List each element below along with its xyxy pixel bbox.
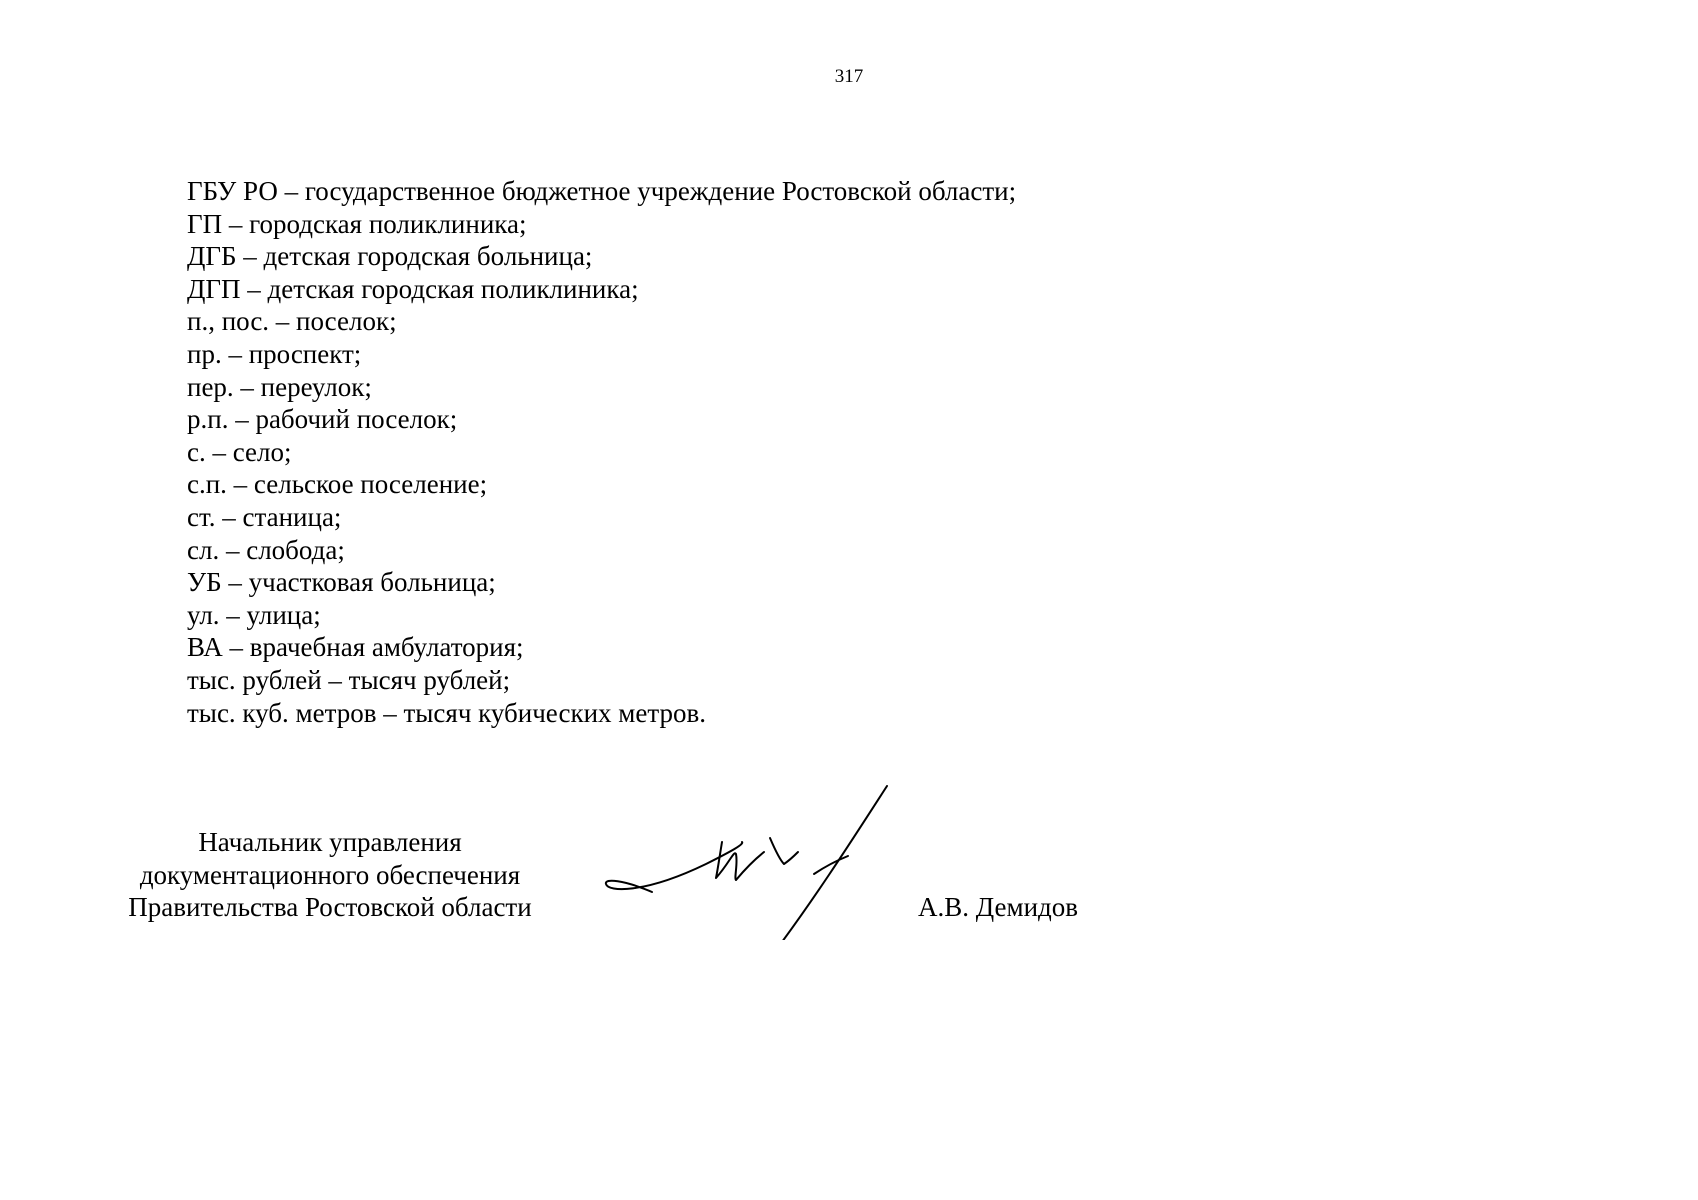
abbreviation-item: ГП – городская поликлиника; <box>187 208 527 239</box>
abbreviation-item: с.п. – сельское поселение; <box>187 469 488 500</box>
abbreviation-item: пр. – проспект; <box>187 338 362 369</box>
abbreviation-item: с. – село; <box>187 436 292 467</box>
abbreviation-item: УБ – участковая больница; <box>187 567 496 598</box>
abbreviation-item: ст. – станица; <box>187 501 342 532</box>
signatory-title-line: Начальник управления <box>198 827 462 857</box>
abbreviation-item: пер. – переулок; <box>187 371 372 402</box>
abbreviation-list <box>187 175 1016 729</box>
abbreviation-item: ГБУ РО – государственное бюджетное учреждение Ростовской области; <box>187 176 1017 206</box>
signatory-title <box>100 826 560 924</box>
abbreviation-item: ДГП – детская городская поликлиника; <box>187 273 639 304</box>
signatory-title-line: документационного обеспечения <box>139 859 521 890</box>
page-number: 317 <box>834 66 864 87</box>
signatory-title-line: Правительства Ростовской области <box>128 892 532 923</box>
signatory-name: А.В. Демидов <box>918 892 1079 922</box>
abbreviation-item: тыс. рублей – тысяч рублей; <box>187 664 511 695</box>
abbreviation-item: сл. – слобода; <box>187 534 345 565</box>
abbreviation-item: тыс. куб. метров – тысяч кубических метров. <box>187 697 706 728</box>
abbreviation-item: ВА – врачебная амбулатория; <box>187 632 524 663</box>
abbreviation-item: п., пос. – поселок; <box>187 306 397 337</box>
handwritten-signature <box>594 780 894 940</box>
abbreviation-item: ул. – улица; <box>187 599 321 630</box>
abbreviation-item: р.п. – рабочий поселок; <box>187 404 458 435</box>
abbreviation-item: ДГБ – детская городская больница; <box>187 241 593 272</box>
